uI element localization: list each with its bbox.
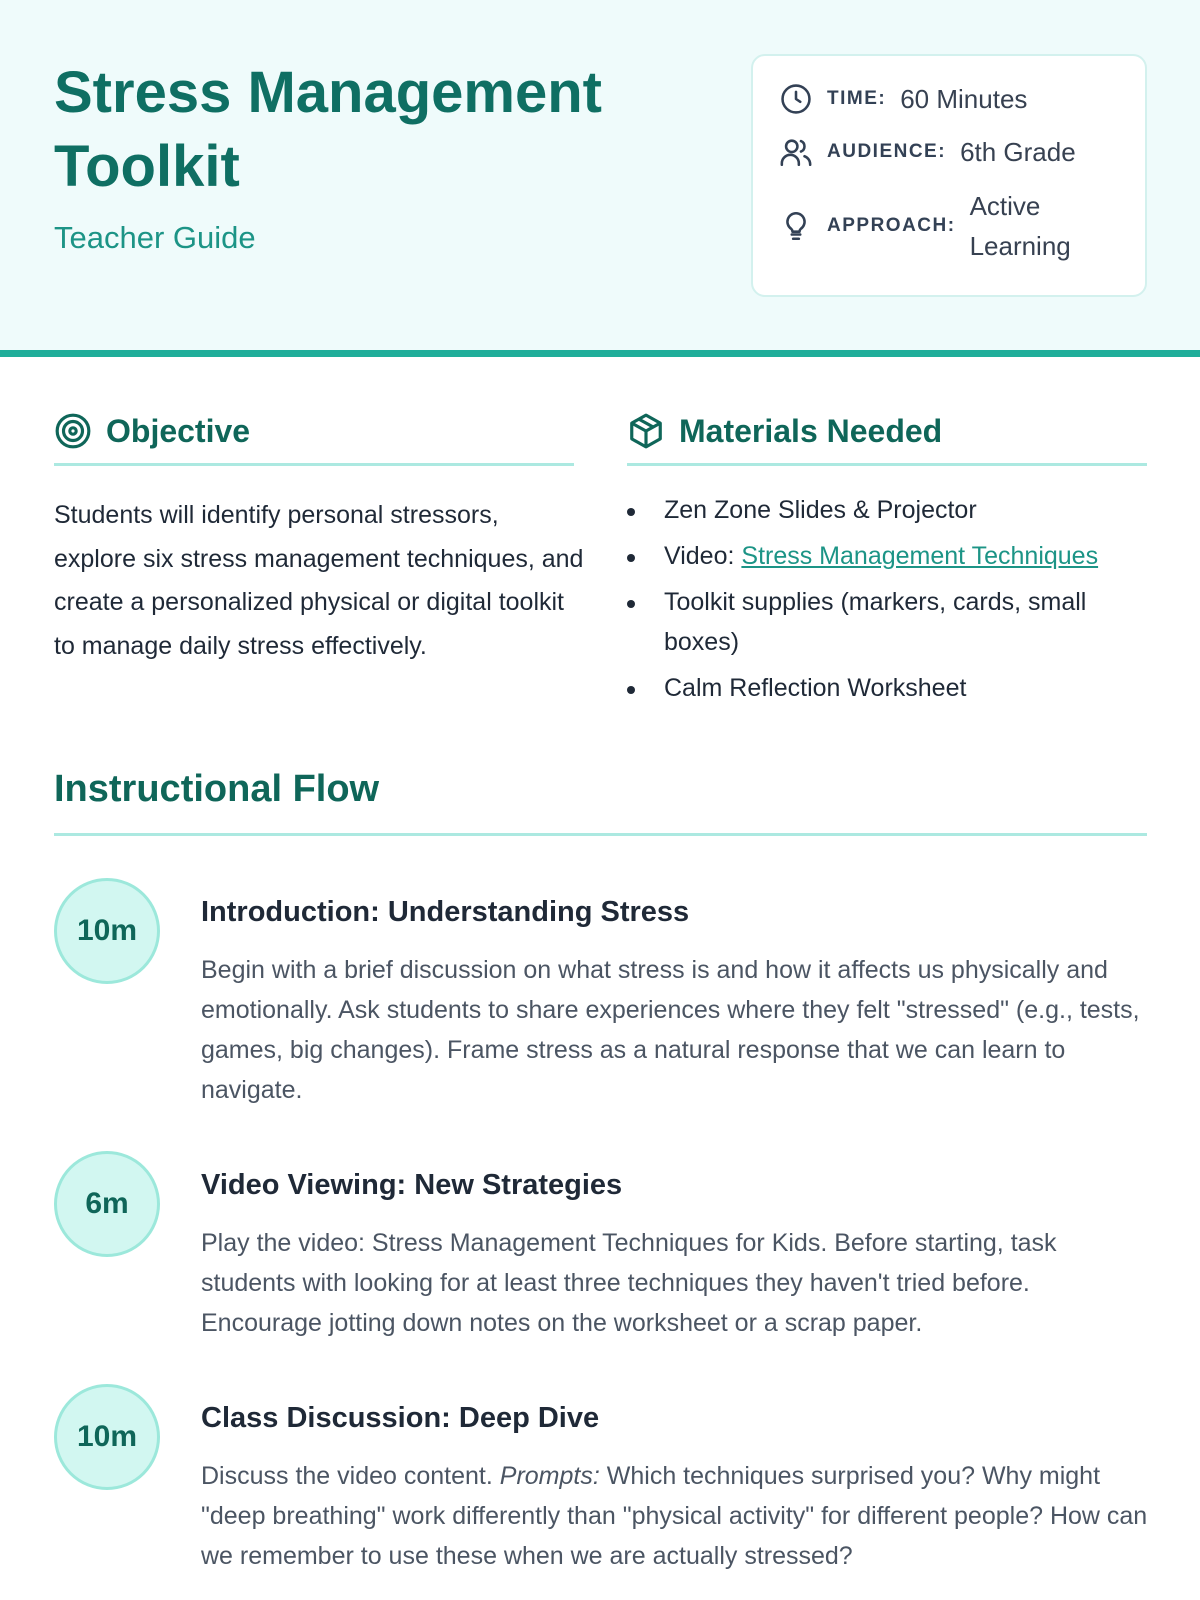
box-icon	[627, 412, 665, 450]
info-value-audience: 6th Grade	[960, 136, 1076, 167]
page-header	[0, 0, 1200, 357]
lesson-info-card	[751, 54, 1147, 297]
info-label-approach: APPROACH:	[827, 215, 956, 236]
step-title: Introduction: Understanding Stress	[201, 896, 690, 928]
video-link[interactable]: Stress Management Techniques	[741, 542, 1099, 570]
page-subtitle: Teacher Guide	[54, 220, 256, 255]
list-item: Calm Reflection Worksheet	[627, 668, 1147, 708]
list-item: Video: Stress Management Techniques	[627, 536, 1147, 576]
duration-badge: 6m	[54, 1151, 160, 1257]
clock-icon	[779, 82, 813, 116]
info-row-audience	[779, 135, 1076, 169]
info-value-approach: Active Learning	[969, 191, 1071, 261]
step-title: Class Discussion: Deep Dive	[201, 1402, 600, 1434]
info-label-time: TIME:	[827, 88, 887, 109]
objective-text: Students will identify personal stressors, explore six stress management techniques, and create a personalized physical or digital toolkit to manage daily stress effectively.	[54, 501, 584, 660]
duration-badge: 10m	[54, 1384, 160, 1490]
info-row-time	[779, 82, 1027, 116]
list-item: Toolkit supplies (markers, cards, small boxes)	[627, 582, 1147, 662]
objective-heading	[54, 412, 250, 450]
flow-heading: Instructional Flow	[54, 768, 380, 810]
info-row-approach	[779, 186, 1090, 266]
users-icon	[779, 135, 813, 169]
lightbulb-icon	[779, 209, 813, 243]
materials-divider	[627, 463, 1147, 466]
materials-list	[627, 490, 1147, 714]
info-label-audience: AUDIENCE:	[827, 141, 947, 162]
objective-divider	[54, 463, 574, 466]
materials-heading-text: Materials Needed	[679, 412, 943, 449]
duration-badge: 10m	[54, 878, 160, 984]
step-description: Begin with a brief discussion on what stress is and how it affects us physically and emotionally. Ask students to share experiences where they felt "stressed" (e.g., tests, games, big changes). Frame stress as a natural response that we can learn to navigate.	[201, 956, 1140, 1104]
page-title: Stress Management Toolkit	[54, 60, 602, 199]
step-title: Video Viewing: New Strategies	[201, 1169, 623, 1201]
list-item: Zen Zone Slides & Projector	[627, 490, 1147, 530]
step-description: Discuss the video content. Prompts: Which techniques surprised you? Why might "deep breathing" work differently than "physical activity" for different people? How can we remember to use these when we are actually stressed?	[201, 1462, 1148, 1570]
target-icon	[54, 412, 92, 450]
step-description: Play the video: Stress Management Techniques for Kids. Before starting, task students with looking for at least three techniques they haven't tried before. Encourage jotting down notes on the worksheet or a scrap paper.	[201, 1229, 1057, 1337]
objective-heading-text: Objective	[106, 412, 251, 449]
materials-heading	[627, 412, 942, 450]
info-value-time: 60 Minutes	[900, 83, 1028, 114]
flow-divider	[54, 833, 1147, 836]
